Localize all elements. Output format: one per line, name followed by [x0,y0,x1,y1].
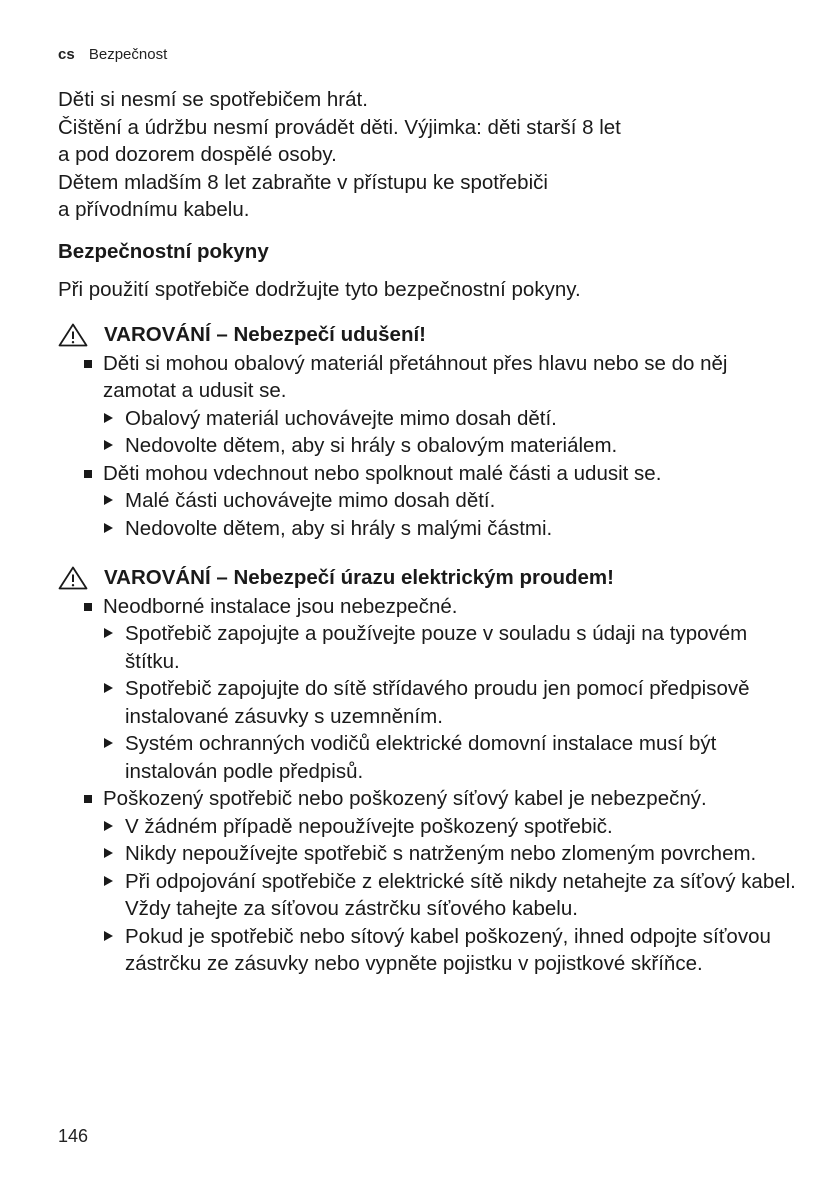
header-section: Bezpečnost [88,46,168,63]
instruction-step: Nikdy nepoužívejte spotřebič s natrženým nebo zlomeným povrchem. [103,840,798,868]
intro-line: Dětem mladším 8 let zabraňte v přístupu ke spotřebiči [58,170,548,194]
warning-electric-shock [58,564,798,978]
warning-suffocation [58,321,798,542]
instruction-step: Systém ochranných vodičů elektrické domovní instalace musí být instalován podle předpisů. [103,730,798,785]
hazard-item [84,460,798,543]
hazard-item [84,593,798,786]
intro-line: Děti si nesmí se spotřebičem hrát. [58,88,368,111]
instruction-step: V žádném případě nepoužívejte poškozený spotřebič. [103,813,798,841]
section-intro: Při použití spotřebiče dodržujte tyto bezpečnostní pokyny. [58,277,581,301]
intro-line: Čištění a údržbu nesmí provádět děti. Výjimka: děti starší 8 let [58,115,621,139]
page-number: 146 [58,1126,89,1146]
hazard-item [84,785,798,978]
instruction-step: Spotřebič zapojujte do sítě střídavého proudu jen pomocí předpisově instalované zásuvky s uzemněním. [103,675,798,730]
page-content [58,86,798,978]
instruction-step: Obalový materiál uchovávejte mimo dosah dětí. [103,405,798,433]
hazard-text: Neodborné instalace jsou nebezpečné. [103,594,458,618]
hazard-text: Děti si mohou obalový materiál přetáhnout přes hlavu nebo se do něj zamotat a udusit se. [103,351,728,402]
intro-line: a přívodnímu kabelu. [58,198,250,221]
hazard-item [84,350,798,460]
hazard-text: Děti mohou vdechnout nebo spolknout malé části a udusit se. [103,461,662,485]
warning-title-text: VAROVÁNÍ – Nebezpečí úrazu elektrickým proudem! [104,566,614,589]
instruction-step: Nedovolte dětem, aby si hrály s malými částmi. [103,515,798,543]
warning-title [58,564,798,592]
warning-triangle-icon [58,323,88,347]
warning-title-text: VAROVÁNÍ – Nebezpečí udušení! [104,323,426,346]
instruction-step: Spotřebič zapojujte a používejte pouze v souladu s údaji na typovém štítku. [103,620,798,675]
language-code: cs [58,46,75,63]
hazard-text: Poškozený spotřebič nebo poškozený síťový kabel je nebezpečný. [103,787,707,810]
intro-line: a pod dozorem dospělé osoby. [58,143,337,166]
instruction-step: Při odpojování spotřebiče z elektrické sítě nikdy netahejte za síťový kabel. Vždy tahejte za síťovou zástrčku síťového kabelu. [103,868,798,923]
instruction-step: Pokud je spotřebič nebo sítový kabel poškozený, ihned odpojte síťovou zástrčku ze zásuvky nebo vypněte pojistku v pojistkové skříňce. [103,923,798,978]
page-header [58,46,167,63]
warning-triangle-icon [58,566,88,590]
instruction-step: Nedovolte dětem, aby si hrály s obalovým materiálem. [103,432,798,460]
section-title: Bezpečnostní pokyny [58,239,269,263]
instruction-step: Malé části uchovávejte mimo dosah dětí. [103,487,798,515]
warning-title [58,321,798,349]
intro-paragraph [58,86,798,224]
